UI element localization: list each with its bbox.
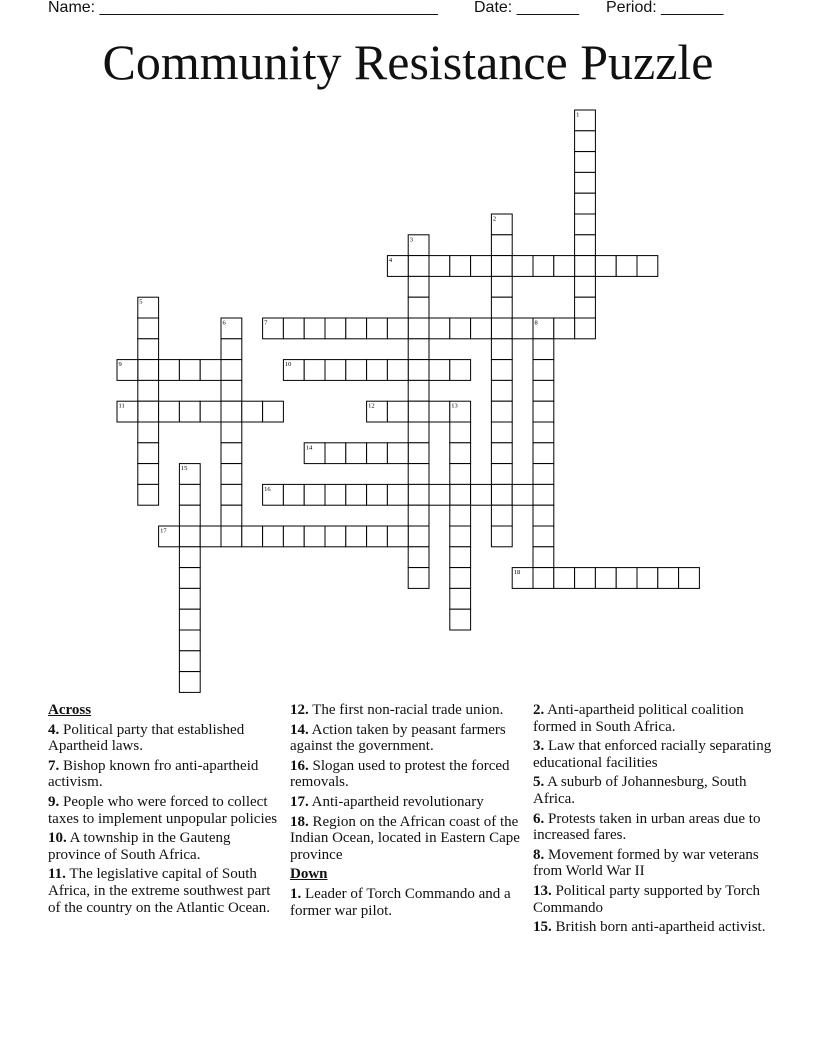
cell-number-1: 1: [576, 111, 580, 119]
clue-text: Leader of Torch Commando and a former war pilot.: [290, 885, 511, 919]
grid-cell[interactable]: [533, 547, 554, 568]
grid-cell[interactable]: [346, 526, 367, 547]
grid-cell[interactable]: [346, 484, 367, 505]
down-clue-3: [533, 738, 773, 771]
grid-cell[interactable]: [408, 484, 429, 505]
grid-cell[interactable]: [325, 484, 346, 505]
clue-number: 18.: [290, 813, 309, 830]
grid-cell[interactable]: [491, 276, 512, 297]
grid-cell[interactable]: [491, 256, 512, 277]
grid-cell[interactable]: [346, 360, 367, 381]
grid-cell[interactable]: [512, 484, 533, 505]
grid-cell[interactable]: [221, 422, 242, 443]
clues-column-1: [48, 702, 278, 919]
grid-cell[interactable]: [637, 256, 658, 277]
grid-cell[interactable]: [387, 526, 408, 547]
grid-cell[interactable]: [179, 360, 200, 381]
grid-cell[interactable]: [387, 443, 408, 464]
grid-cell[interactable]: [533, 380, 554, 401]
grid-cell[interactable]: [533, 401, 554, 422]
grid-cell[interactable]: [533, 422, 554, 443]
cell-number-2: 2: [492, 215, 497, 223]
grid-cell[interactable]: [679, 568, 700, 589]
grid-cell[interactable]: [159, 401, 180, 422]
grid-cell[interactable]: [429, 484, 450, 505]
grid-cell[interactable]: [450, 422, 471, 443]
grid-cell[interactable]: [221, 360, 242, 381]
clue-text: The legislative capital of South Africa, in the extreme southwest part of the country on the Atlantic Ocean.: [48, 866, 271, 916]
grid-cell[interactable]: [221, 464, 242, 485]
grid-cell[interactable]: [408, 568, 429, 589]
grid-cell[interactable]: [408, 380, 429, 401]
grid-cell[interactable]: [450, 464, 471, 485]
down-clue-15: [533, 919, 773, 936]
grid-cell[interactable]: [179, 401, 200, 422]
grid-cell[interactable]: [304, 484, 325, 505]
clue-number: 1.: [290, 885, 302, 902]
grid-cell[interactable]: [408, 464, 429, 485]
grid-cell[interactable]: [471, 484, 492, 505]
grid-cell[interactable]: [242, 526, 263, 547]
across-heading: Across: [48, 702, 92, 718]
grid-cell[interactable]: [138, 464, 159, 485]
grid-cell[interactable]: [138, 339, 159, 360]
clue-text: British born anti-apartheid activist.: [551, 919, 766, 936]
across-clue-18: [290, 814, 520, 864]
down-clue-list-cont: [533, 702, 773, 936]
across-clue-17: [290, 794, 520, 811]
down-clue-2: [533, 702, 773, 735]
grid-cell[interactable]: [491, 443, 512, 464]
down-clue-5: [533, 774, 773, 807]
grid-cell[interactable]: [138, 401, 159, 422]
grid-cell[interactable]: [533, 443, 554, 464]
grid-cell[interactable]: [471, 318, 492, 339]
grid-cell[interactable]: [200, 526, 221, 547]
cell-number-17: 17: [160, 527, 167, 535]
grid-cell[interactable]: [325, 443, 346, 464]
clue-number: 8.: [533, 846, 545, 863]
grid-cell[interactable]: [429, 401, 450, 422]
clue-number: 15.: [533, 919, 552, 936]
grid-cell[interactable]: [491, 380, 512, 401]
grid-cell[interactable]: [408, 526, 429, 547]
grid-cell[interactable]: [637, 568, 658, 589]
clue-text: Anti-apartheid revolutionary: [308, 793, 484, 810]
clue-number: 17.: [290, 793, 309, 810]
grid-cell[interactable]: [533, 505, 554, 526]
grid-cell[interactable]: [138, 484, 159, 505]
grid-cell[interactable]: [408, 505, 429, 526]
cell-number-4: 4: [388, 257, 393, 265]
grid-cell[interactable]: [221, 443, 242, 464]
grid-cell[interactable]: [450, 526, 471, 547]
grid-cell[interactable]: [408, 256, 429, 277]
grid-cell[interactable]: [554, 256, 575, 277]
down-clue-1: [290, 886, 520, 919]
grid-cell[interactable]: [367, 318, 388, 339]
cell-number-7: 7: [264, 319, 268, 327]
grid-cell[interactable]: [325, 360, 346, 381]
grid-cell[interactable]: [575, 152, 596, 173]
clue-text: Political party supported by Torch Commando: [533, 882, 760, 916]
grid-cell[interactable]: [533, 360, 554, 381]
grid-cell[interactable]: [325, 526, 346, 547]
grid-cell[interactable]: [200, 360, 221, 381]
clues-column-2: [290, 702, 520, 922]
grid-cell[interactable]: [242, 401, 263, 422]
grid-cell[interactable]: [387, 401, 408, 422]
clue-number: 9.: [48, 793, 60, 810]
grid-cell[interactable]: [491, 422, 512, 443]
grid-cell[interactable]: [179, 651, 200, 672]
clue-number: 7.: [48, 757, 60, 774]
grid-cell[interactable]: [554, 318, 575, 339]
grid-cell[interactable]: [491, 401, 512, 422]
grid-cell[interactable]: [512, 318, 533, 339]
grid-cell[interactable]: [138, 422, 159, 443]
down-clue-13: [533, 883, 773, 916]
grid-cell[interactable]: [616, 568, 637, 589]
clue-text: Political party that established Apartheid laws.: [48, 721, 245, 755]
grid-cell[interactable]: [221, 380, 242, 401]
across-clue-list: [48, 722, 278, 917]
cell-number-13: 13: [451, 402, 458, 410]
clue-text: Movement formed by war veterans from World War II: [533, 846, 759, 880]
clue-number: 13.: [533, 882, 552, 899]
clue-text: Slogan used to protest the forced removals.: [290, 757, 510, 791]
cell-number-5: 5: [139, 298, 143, 306]
grid-cell[interactable]: [408, 443, 429, 464]
across-clue-16: [290, 758, 520, 791]
clue-text: Protests taken in urban areas due to increased fares.: [533, 810, 761, 844]
grid-cell[interactable]: [179, 588, 200, 609]
clue-text: Anti-apartheid political coalition formed in South Africa.: [533, 702, 744, 735]
grid-cell[interactable]: [533, 256, 554, 277]
grid-cell[interactable]: [179, 568, 200, 589]
grid-cell[interactable]: [179, 609, 200, 630]
date-label: Date: _______: [474, 0, 579, 16]
cell-number-15: 15: [180, 465, 188, 473]
period-label: Period: _______: [606, 0, 724, 16]
grid-cell[interactable]: [554, 568, 575, 589]
grid-cell[interactable]: [159, 360, 180, 381]
grid-cell[interactable]: [575, 297, 596, 318]
grid-cell[interactable]: [408, 422, 429, 443]
grid-cell[interactable]: [200, 401, 221, 422]
grid-cell[interactable]: [575, 131, 596, 152]
clue-number: 5.: [533, 774, 545, 791]
grid-cell[interactable]: [221, 401, 242, 422]
grid-cell[interactable]: [283, 318, 304, 339]
grid-cell[interactable]: [346, 318, 367, 339]
grid-cell[interactable]: [491, 297, 512, 318]
cell-number-8: 8: [534, 319, 538, 327]
grid-cell[interactable]: [346, 443, 367, 464]
cell-number-12: 12: [368, 402, 375, 410]
grid-cell[interactable]: [491, 235, 512, 256]
grid-cell[interactable]: [179, 630, 200, 651]
grid-cell[interactable]: [450, 318, 471, 339]
grid-cell[interactable]: [429, 360, 450, 381]
grid-cell[interactable]: [575, 318, 596, 339]
grid-cell[interactable]: [575, 256, 596, 277]
grid-cell[interactable]: [179, 672, 200, 693]
grid-cell[interactable]: [408, 276, 429, 297]
grid-cell[interactable]: [491, 484, 512, 505]
puzzle-title: Community Resistance Puzzle: [102, 34, 714, 90]
grid-cell[interactable]: [575, 214, 596, 235]
cell-number-14: 14: [305, 444, 313, 452]
grid-cell[interactable]: [450, 568, 471, 589]
grid-cell[interactable]: [408, 318, 429, 339]
grid-cell[interactable]: [408, 547, 429, 568]
clue-text: A suburb of Johannesburg, South Africa.: [533, 774, 747, 807]
grid-cell[interactable]: [221, 505, 242, 526]
grid-cell[interactable]: [325, 318, 346, 339]
grid-cell[interactable]: [595, 568, 616, 589]
grid-cell[interactable]: [658, 568, 679, 589]
grid-cell[interactable]: [138, 380, 159, 401]
grid-cell[interactable]: [533, 339, 554, 360]
across-clue-12: [290, 702, 520, 719]
across-clue-9: [48, 794, 278, 827]
grid-cell[interactable]: [138, 360, 159, 381]
grid-cell[interactable]: [533, 484, 554, 505]
down-clue-6: [533, 811, 773, 844]
clue-text: A township in the Gauteng province of South Africa.: [48, 830, 231, 863]
down-clue-8: [533, 847, 773, 880]
grid-cell[interactable]: [450, 360, 471, 381]
grid-cell[interactable]: [533, 464, 554, 485]
grid-cell[interactable]: [450, 588, 471, 609]
grid-cell[interactable]: [450, 256, 471, 277]
down-heading: Down: [290, 866, 328, 883]
clue-text: Region on the African coast of the Indian Ocean, located in Eastern Cape province: [290, 813, 520, 863]
grid-cell[interactable]: [179, 484, 200, 505]
across-clue-14: [290, 722, 520, 755]
clue-number: 16.: [290, 757, 309, 774]
cell-number-16: 16: [264, 485, 271, 493]
name-label: Name: ______________________________________: [48, 0, 438, 16]
grid-cell[interactable]: [491, 464, 512, 485]
clue-text: The first non-racial trade union.: [308, 702, 504, 718]
clue-number: 10.: [48, 830, 67, 847]
grid-cell[interactable]: [429, 318, 450, 339]
grid-cell[interactable]: [179, 547, 200, 568]
grid-cell[interactable]: [533, 568, 554, 589]
grid-cell[interactable]: [283, 526, 304, 547]
grid-cell[interactable]: [491, 318, 512, 339]
grid-cell[interactable]: [575, 276, 596, 297]
cell-number-18: 18: [513, 569, 521, 577]
across-clue-list-cont: [290, 702, 520, 863]
grid-cell[interactable]: [575, 235, 596, 256]
grid-cell[interactable]: [491, 526, 512, 547]
cell-number-3: 3: [409, 236, 413, 244]
clue-number: 3.: [533, 738, 545, 755]
grid-cell[interactable]: [408, 297, 429, 318]
clue-number: 14.: [290, 721, 309, 738]
grid-cell[interactable]: [575, 568, 596, 589]
grid-cell[interactable]: [179, 526, 200, 547]
grid-cell[interactable]: [491, 339, 512, 360]
grid-cell[interactable]: [450, 609, 471, 630]
grid-cell[interactable]: [263, 401, 284, 422]
clues-column-3: [533, 702, 773, 939]
across-clue-7: [48, 758, 278, 791]
down-clue-list: [290, 886, 520, 919]
grid-cell[interactable]: [450, 505, 471, 526]
grid-cell[interactable]: [450, 484, 471, 505]
grid-cell[interactable]: [221, 484, 242, 505]
grid-cell[interactable]: [387, 484, 408, 505]
grid-cell[interactable]: [408, 401, 429, 422]
clue-text: People who were forced to collect taxes to implement unpopular policies: [48, 793, 278, 827]
grid-cell[interactable]: [450, 443, 471, 464]
cell-number-9: 9: [118, 361, 122, 369]
cell-number-10: 10: [284, 361, 292, 369]
clue-text: Bishop known fro anti-apartheid activism.: [48, 757, 259, 791]
clue-text: Law that enforced racially separating educational facilities: [533, 738, 772, 771]
grid-cell[interactable]: [512, 256, 533, 277]
grid-cell[interactable]: [408, 339, 429, 360]
grid-cell[interactable]: [408, 360, 429, 381]
grid-cell[interactable]: [471, 256, 492, 277]
grid-cell[interactable]: [138, 443, 159, 464]
clue-text: Action taken by peasant farmers against the government.: [290, 721, 506, 755]
grid-cell[interactable]: [429, 256, 450, 277]
clue-number: 2.: [533, 702, 545, 718]
grid-cell[interactable]: [367, 443, 388, 464]
grid-cell[interactable]: [367, 526, 388, 547]
grid-cell[interactable]: [304, 526, 325, 547]
clue-number: 6.: [533, 810, 545, 827]
cell-number-6: 6: [222, 319, 226, 327]
grid-cell[interactable]: [387, 318, 408, 339]
grid-cell[interactable]: [533, 526, 554, 547]
clue-number: 4.: [48, 721, 60, 738]
grid-cell[interactable]: [616, 256, 637, 277]
grid-cell[interactable]: [263, 526, 284, 547]
across-clue-4: [48, 722, 278, 755]
grid-cell[interactable]: [491, 360, 512, 381]
across-clue-10: [48, 830, 278, 863]
grid-cell[interactable]: [221, 339, 242, 360]
grid-cell[interactable]: [575, 193, 596, 214]
grid-cell[interactable]: [367, 360, 388, 381]
grid-cell[interactable]: [367, 484, 388, 505]
grid-cell[interactable]: [595, 256, 616, 277]
grid-cell[interactable]: [179, 505, 200, 526]
across-clue-11: [48, 866, 278, 916]
cell-number-11: 11: [118, 402, 125, 410]
grid-cell[interactable]: [304, 360, 325, 381]
clue-number: 12.: [290, 702, 309, 718]
grid-cell[interactable]: [387, 360, 408, 381]
grid-cell[interactable]: [221, 526, 242, 547]
grid-cell[interactable]: [138, 318, 159, 339]
clue-number: 11.: [48, 866, 66, 883]
grid-cell[interactable]: [491, 505, 512, 526]
grid-cell[interactable]: [575, 172, 596, 193]
grid-cell[interactable]: [283, 484, 304, 505]
grid-cell[interactable]: [450, 547, 471, 568]
grid-cell[interactable]: [304, 318, 325, 339]
